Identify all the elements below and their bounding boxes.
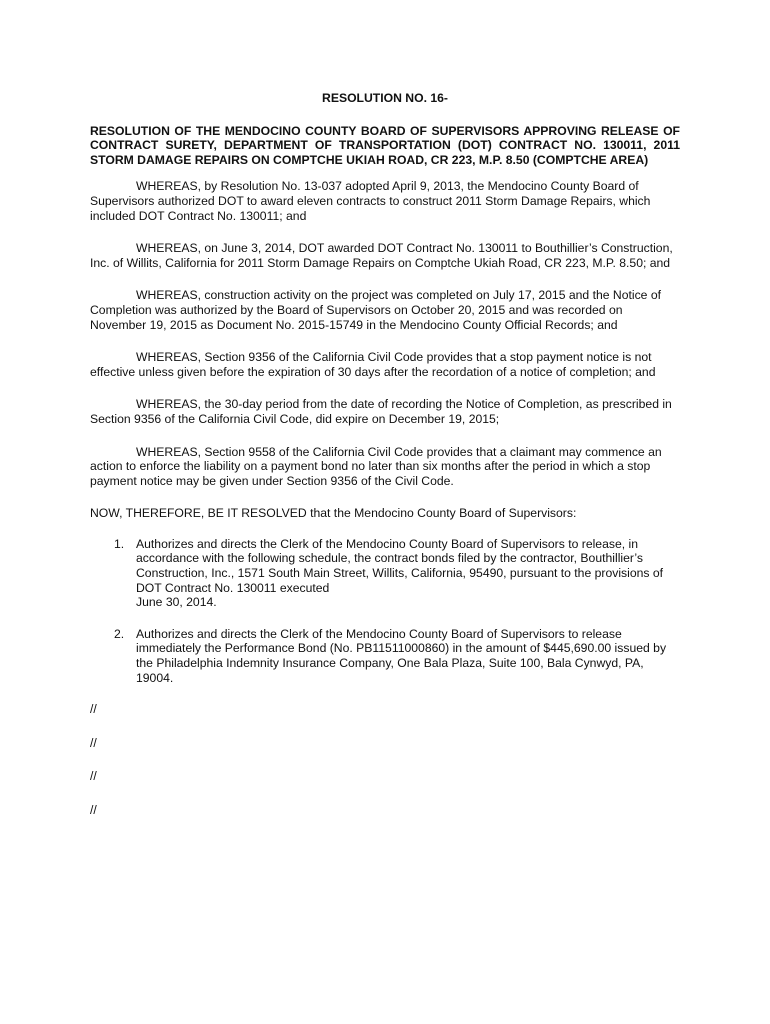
item-number: 2.: [114, 626, 125, 641]
whereas-paragraph: WHEREAS, Section 9558 of the California Civil Code provides that a claimant may commence an action to enforce the liability on a payment bond no later than six months after the period in which a stop payment notice may be given under Section 9356 of the Civil Code.: [90, 444, 662, 488]
whereas-paragraph: WHEREAS, by Resolution No. 13-037 adopted April 9, 2013, the Mendocino County Board of Supervisors authorized DOT to award eleven contracts to construct 2011 Storm Damage Repairs, which included DOT Contract No. 130011; and: [90, 179, 651, 223]
whereas-paragraph: WHEREAS, the 30-day period from the date of recording the Notice of Completion, as prescribed in Section 9356 of the California Civil Code, did expire on December 19, 2015;: [90, 397, 672, 426]
resolution-items: [90, 537, 680, 685]
whereas-paragraph: WHEREAS, Section 9356 of the California Civil Code provides that a stop payment notice is not effective unless given before the expiration of 30 days after the recordation of a notice of completion; and: [90, 350, 656, 379]
continuation-mark: //: [90, 769, 97, 784]
item-text: Authorizes and directs the Clerk of the Mendocino County Board of Supervisors to release, in accordance with the following schedule, the contract bonds filed by the contractor, Bouthillier’s Construction, Inc., 1571 South Main Street, Willits, California, 95490, pursuant to the provisions of DOT Contract No. 130011 executed: [136, 536, 664, 595]
resolution-item: [90, 627, 680, 685]
item-text-continued: June 30, 2014.: [136, 595, 217, 610]
continuation-mark: //: [90, 803, 97, 817]
whereas-paragraph: WHEREAS, construction activity on the project was completed on July 17, 2015 and the Notice of Completion was authorized by the Board of Supervisors on October 20, 2015 and was recorded on November 19, 2015 as Document No. 2015-15749 in the Mendocino County Official Records; and: [90, 288, 662, 332]
continuation-mark: //: [90, 702, 97, 717]
resolution-title: RESOLUTION OF THE MENDOCINO COUNTY BOARD OF SUPERVISORS APPROVING RELEASE OF CONTRACT SURETY, DEPARTMENT OF TRANSPORTATION (DOT) CONTRACT NO. 130011, 2011 STORM DAMAGE REPAIRS ON COMPTCHE UKIAH ROAD, CR 223, M.P. 8.50 (COMPTCHE AREA): [90, 123, 680, 167]
item-number: 1.: [114, 536, 125, 551]
resolved-intro: NOW, THEREFORE, BE IT RESOLVED that the Mendocino County Board of Supervisors:: [90, 506, 577, 521]
item-text: Authorizes and directs the Clerk of the Mendocino County Board of Supervisors to release immediately the Performance Bond (No. PB11511000860) in the amount of $445,690.00 issued by the Philadelphia Indemnity Insurance Company, One Bala Plaza, Suite 100, Bala Cynwyd, PA, 19004.: [136, 626, 667, 685]
continuation-mark: //: [90, 735, 97, 750]
whereas-paragraph: WHEREAS, on June 3, 2014, DOT awarded DOT Contract No. 130011 to Bouthillier’s Construction, Inc. of Willits, California for 2011 Storm Damage Repairs on Comptche Ukiah Road, CR 223, M.P. 8.50; and: [90, 241, 673, 270]
resolution-document: [90, 91, 680, 837]
resolution-number: RESOLUTION NO. 16-: [322, 91, 448, 105]
resolution-item: [90, 537, 680, 610]
